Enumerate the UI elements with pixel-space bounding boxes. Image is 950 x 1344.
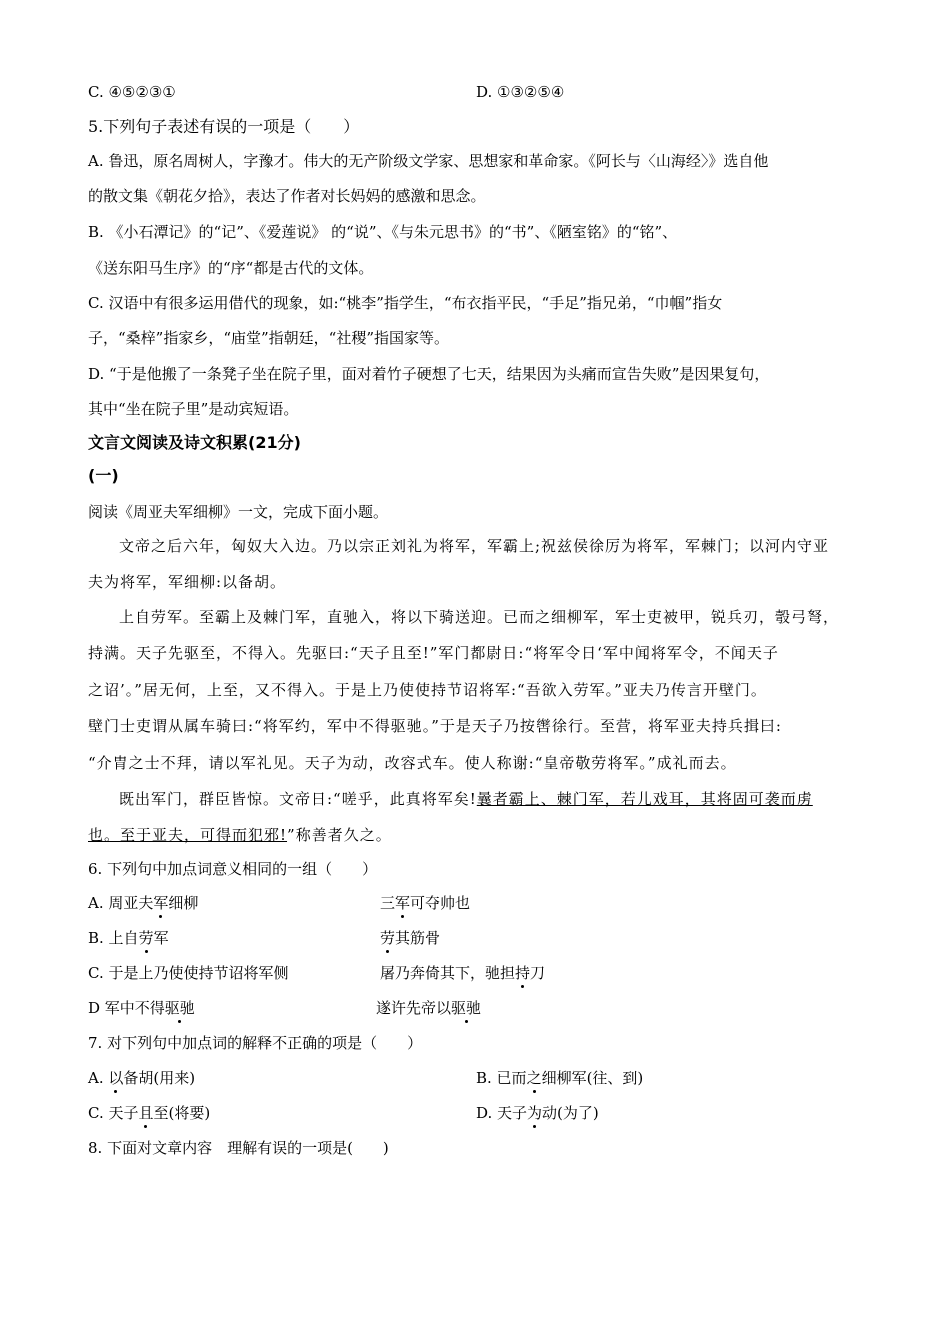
q6-option-d-right: 遂许先帝以驱驰 xyxy=(376,999,482,1017)
option-d-order: D. ①③②⑤④ xyxy=(476,83,565,101)
reading-instruction: 阅读《周亚夫军细柳》一文，完成下面小题。 xyxy=(88,503,389,521)
section-title: 文言文阅读及诗文积累(21分) xyxy=(88,433,301,452)
q7-option-d: D. 天子为动(为了) xyxy=(476,1104,599,1122)
dotted-word: 军 xyxy=(395,894,411,912)
dotted-word: 军 xyxy=(153,894,169,912)
dotted-word: 之 xyxy=(526,1069,542,1087)
q5-option-a-line1: A. 鲁迅，原名周树人，字豫才。伟大的无产阶级文学家、思想家和革命家。《阿长与〈山海经〉》选自他 xyxy=(88,152,769,170)
dotted-word: 驱驰 xyxy=(451,999,482,1017)
passage-p2-line5: “介胄之士不拜，请以军礼见。天子为动，改容式车。使人称谢:“皇帝敬劳将军。”成礼而去。 xyxy=(88,754,737,772)
option-c-order: C. ④⑤②③① xyxy=(88,83,176,101)
passage-p3-ending: ”称善者久之。 xyxy=(287,826,392,844)
passage-p3-line2 xyxy=(88,825,392,845)
q6-option-b-left: B. 上自劳军 xyxy=(88,929,169,947)
q7-stem: 7. 对下列句中加点词的解释不正确的项是（ ） xyxy=(88,1034,423,1052)
q5-option-d-line2: 其中“坐在院子里”是动宾短语。 xyxy=(88,400,299,418)
q5-stem: 5.下列句子表述有误的一项是（ ） xyxy=(88,117,360,136)
q5-option-c-line1: C. 汉语中有很多运用借代的现象，如:“桃李”指学生，“布衣指平民，“手足”指兄弟，“巾帼”指女 xyxy=(88,294,723,312)
q6-option-a-left: A. 周亚夫军细柳 xyxy=(88,894,199,912)
q6-option-c-right: 屠乃奔倚其下，驰担持刀 xyxy=(380,964,546,982)
underlined-sentence-part2: 也。至于亚夫，可得而犯邪! xyxy=(88,826,288,844)
dotted-word: 为 xyxy=(527,1104,543,1122)
dotted-word: 且 xyxy=(138,1104,154,1122)
q7-option-a: A. 以备胡(用来) xyxy=(88,1069,196,1087)
section-part-label: (一) xyxy=(88,466,119,485)
q5-option-a-line2: 的散文集《朝花夕拾》，表达了作者对长妈妈的感激和思念。 xyxy=(88,187,486,205)
passage-p3-line1 xyxy=(119,789,813,809)
q6-option-b-right: 劳其筋骨 xyxy=(380,929,441,947)
q5-option-c-line2: 子，“桑梓”指家乡，“庙堂”指朝廷，“社稷”指国家等。 xyxy=(88,329,450,347)
q8-stem: 8. 下面对文章内容 理解有误的一项是( ) xyxy=(88,1139,389,1157)
q6-option-d-left: D 军中不得驱驰 xyxy=(88,999,195,1017)
q5-option-b-line2: 《送东阳马生序》的“序“都是古代的文体。 xyxy=(88,259,374,277)
dotted-word: 持 xyxy=(515,964,531,982)
dotted-word: 驱驰 xyxy=(164,999,195,1017)
q5-option-b-line1: B. 《小石潭记》的“记”、《爱莲说》 的“说”、《与朱元思书》的“书”、《陋室铭》的“铭”、 xyxy=(88,223,678,241)
passage-p1-line2: 夫为将军，军细柳:以备胡。 xyxy=(88,573,287,591)
passage-p2-line2: 持满。天子先驱至，不得入。先驱曰:“天子且至!”军门都尉日:“将军令日‘军中闻将军令，不闻天子 xyxy=(88,644,779,662)
underlined-sentence-part1: 曩者霸上、棘门军，若儿戏耳，其将固可袭而虏 xyxy=(476,790,813,808)
q6-option-c-left: C. 于是上乃使使持节诏将军侧 xyxy=(88,964,289,982)
q6-stem: 6. 下列句中加点词意义相同的一组（ ） xyxy=(88,860,378,878)
passage-p2-line1: 上自劳军。至霸上及棘门军，直驰入，将以下骑送迎。已而之细柳军，军士吏被甲，锐兵刃，彀弓弩， xyxy=(119,608,840,626)
passage-p3-text: 既出军门，群臣皆惊。文帝日:“嗟乎，此真将军矣! xyxy=(119,790,477,808)
dotted-word: 以 xyxy=(108,1069,124,1087)
q7-option-c: C. 天子且至(将要) xyxy=(88,1104,211,1122)
q5-option-d-line1: D. “于是他搬了一条凳子坐在院子里，面对着竹子硬想了七天，结果因为头痛而宣告失败”是因果复句， xyxy=(88,365,770,383)
passage-p2-line4: 壁门士吏谓从属车骑曰:“将军约，军中不得驱驰。”于是天子乃按辔徐行。至营，将军亚夫持兵揖曰: xyxy=(88,717,782,735)
q6-option-a-right: 三军可夺帅也 xyxy=(380,894,471,912)
passage-p1-line1: 文帝之后六年，匈奴大入边。乃以宗正刘礼为将军，军霸上;祝兹侯徐厉为将军，军棘门；以河内守亚 xyxy=(119,537,830,555)
dotted-word: 劳 xyxy=(380,929,396,947)
passage-p2-line3: 之诏’。”居无何，上至，又不得入。于是上乃使使持节诏将军:“吾欲入劳军。”亚夫乃传言开壁门。 xyxy=(88,681,767,699)
dotted-word: 劳 xyxy=(138,929,154,947)
q7-option-b: B. 已而之细柳军(往、到) xyxy=(476,1069,644,1087)
